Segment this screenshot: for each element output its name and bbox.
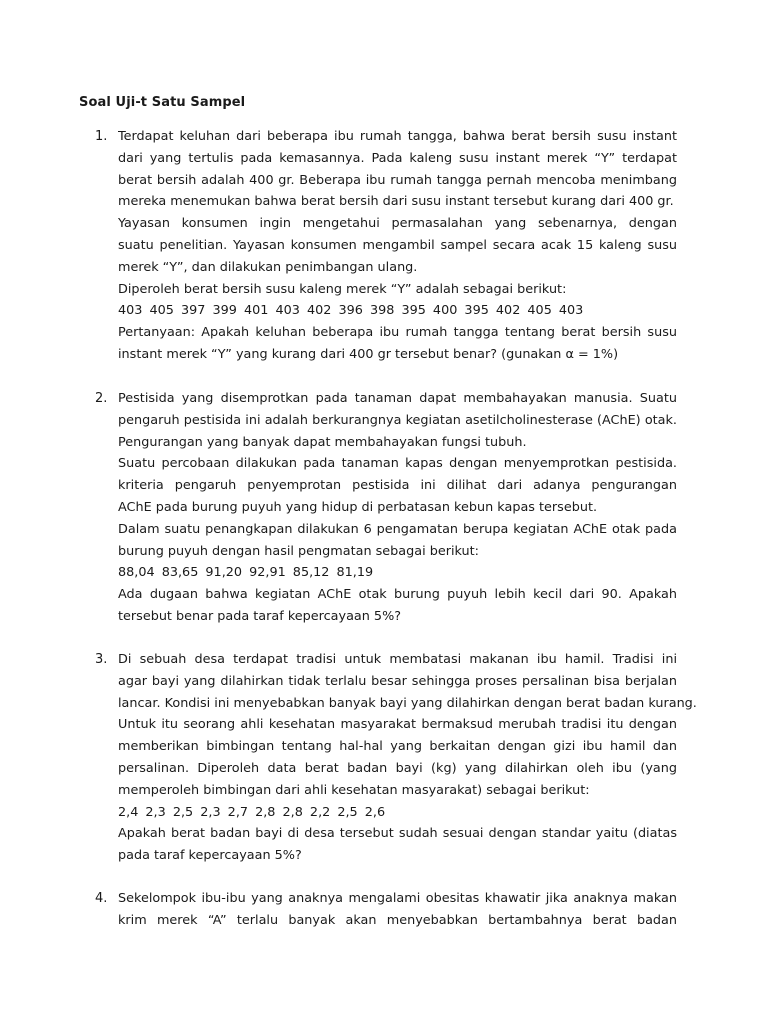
text-line: lancar. Kondisi ini menyebabkan banyak bayi yang dilahirkan dengan berat badan kurang. bbox=[118, 695, 697, 711]
question-number: 3. bbox=[95, 652, 108, 667]
text-line: Dalam suatu penangkapan dilakukan 6 pengamatan berupa kegiatan AChE otak pada bbox=[118, 521, 677, 537]
text-line: Untuk itu seorang ahli kesehatan masyarakat bermaksud merubah tradisi itu dengan bbox=[118, 717, 677, 733]
text-line: merek “Y”, dan dilakukan penimbangan ulang. bbox=[118, 259, 418, 275]
text-line: dari yang tertulis pada kemasannya. Pada kaleng susu instant merek “Y” terdapat bbox=[118, 150, 677, 166]
text-line: memperoleh bimbingan dari ahli kesehatan masyarakat) sebagai berikut: bbox=[118, 782, 590, 798]
text-line: Sekelompok ibu-ibu yang anaknya mengalami obesitas khawatir jika anaknya makan bbox=[118, 891, 677, 906]
data-values: 88,04 83,65 91,20 92,91 85,12 81,19 bbox=[118, 565, 374, 581]
data-values: 403 405 397 399 401 403 402 396 398 395 400 395 402 405 403 bbox=[118, 303, 584, 319]
page-title: Soal Uji-t Satu Sampel bbox=[79, 95, 246, 110]
text-line: Yayasan konsumen ingin mengetahui permasalahan yang sebenarnya, dengan bbox=[118, 216, 677, 232]
question-number: 1. bbox=[95, 129, 108, 144]
text-line: Pestisida yang disemprotkan pada tanaman dapat membahayakan manusia. Suatu bbox=[118, 391, 677, 406]
text-line: persalinan. Diperoleh data berat badan bayi (kg) yang dilahirkan oleh ibu (yang bbox=[118, 760, 677, 776]
text-line: AChE pada burung puyuh yang hidup di perbatasan kebun kapas tersebut. bbox=[118, 499, 598, 515]
question-text bbox=[118, 388, 677, 628]
text-line: Terdapat keluhan dari beberapa ibu rumah tangga, bahwa berat bersih susu instant bbox=[118, 129, 677, 144]
question-text bbox=[118, 126, 677, 366]
text-line: Pengurangan yang banyak dapat membahayakan fungsi tubuh. bbox=[118, 434, 527, 450]
text-line: berat bersih adalah 400 gr. Beberapa ibu rumah tangga pernah mencoba menimbang bbox=[118, 172, 677, 188]
text-line: tersebut benar pada taraf kepercayaan 5%? bbox=[118, 608, 402, 624]
text-line: agar bayi yang dilahirkan tidak terlalu besar sehingga proses persalinan bisa berjalan bbox=[118, 673, 677, 689]
text-line: krim merek “A” terlalu banyak akan menyebabkan bertambahnya berat badan bbox=[118, 912, 677, 928]
question-number: 2. bbox=[95, 391, 108, 406]
text-line: Di sebuah desa terdapat tradisi untuk membatasi makanan ibu hamil. Tradisi ini bbox=[118, 652, 677, 667]
text-line: Pertanyaan: Apakah keluhan beberapa ibu rumah tangga tentang berat bersih susu bbox=[118, 325, 677, 341]
question-number: 4. bbox=[95, 891, 108, 906]
text-line: kriteria pengaruh penyemprotan pestisida ini dilihat dari adanya pengurangan bbox=[118, 478, 677, 494]
text-line: suatu penelitian. Yayasan konsumen mengambil sampel secara acak 15 kaleng susu bbox=[118, 237, 677, 253]
text-line: burung puyuh dengan hasil pengmatan sebagai berikut: bbox=[118, 543, 479, 559]
text-line: mereka menemukan bahwa berat bersih dari susu instant tersebut kurang dari 400 gr. bbox=[118, 194, 674, 210]
question-text bbox=[118, 649, 697, 867]
text-line: Diperoleh berat bersih susu kaleng merek “Y” adalah sebagai berikut: bbox=[118, 281, 567, 297]
text-line: memberikan bimbingan tentang hal-hal yang berkaitan dengan gizi ibu hamil dan bbox=[118, 739, 677, 755]
text-line: pengaruh pestisida ini adalah berkurangnya kegiatan asetilcholinesterase (AChE) otak. bbox=[118, 412, 677, 428]
text-line: Suatu percobaan dilakukan pada tanaman kapas dengan menyemprotkan pestisida. bbox=[118, 456, 677, 472]
text-line: Ada dugaan bahwa kegiatan AChE otak burung puyuh lebih kecil dari 90. Apakah bbox=[118, 587, 677, 603]
text-line: Apakah berat badan bayi di desa tersebut sudah sesuai dengan standar yaitu (diatas bbox=[118, 826, 677, 842]
data-values: 2,4 2,3 2,5 2,3 2,7 2,8 2,8 2,2 2,5 2,6 bbox=[118, 804, 386, 820]
text-line: instant merek “Y” yang kurang dari 400 gr tersebut benar? (gunakan α = 1%) bbox=[118, 346, 619, 362]
text-line: pada taraf kepercayaan 5%? bbox=[118, 848, 302, 864]
question-text bbox=[118, 888, 677, 932]
